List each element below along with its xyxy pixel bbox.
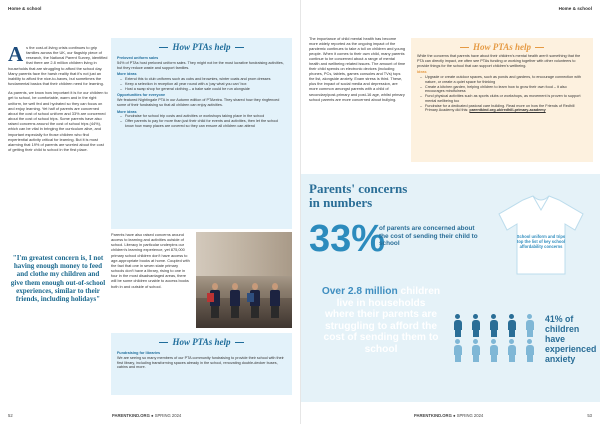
footer-publication-left: PARENTKIND.ORG ● SPRING 2024 — [112, 413, 182, 418]
tip-box-uniform — [111, 38, 292, 229]
tip-box-wellbeing — [411, 38, 593, 162]
tip-box-libraries — [111, 333, 292, 395]
person-icon — [507, 314, 516, 337]
footer-publication-right: PARENTKIND.ORG ● SPRING 2024 — [414, 413, 484, 418]
article-column-2: Parents have also raised concerns around access to learning and activities outside of school. Literacy in particular underpins our children's learning experience, yet 875,000 primary school children don't have access to age-appropriate books at home. Coupled with the fact that one in seven state primary schools don't have a library, rising to one in four in the most disadvantaged areas, there will be some children unable to access books both in and outside of school. — [111, 232, 190, 289]
tip-paragraph: We are seeing so many members of our PTA community fundraising to provide their school with their first library, including transforming spaces already in the school, renovating double-decker buses, cabins and more. — [117, 355, 284, 370]
tip-paragraph: 54% of PTAs host preloved uniform sales. They might not be the most lucrative fundraising activities, but they reduce waste and support families. — [117, 60, 284, 70]
stat-2-8-million: Over 2.8 million children live in households where their parents are struggling to afford the cost of sending them to school — [321, 286, 441, 355]
right-page — [300, 0, 600, 424]
person-icon — [453, 339, 462, 362]
list-item: – Extend this to club uniforms such as cubs and brownies, winter coats and prom dresses — [120, 77, 286, 82]
school-children-photo — [196, 232, 292, 328]
tip-subheading: Opportunities for everyone — [117, 93, 166, 98]
article-column-3: The importance of child mental health has become more widely reported as the ongoing impact of the pandemic continues to take a toll on children and young people. When it comes to their own child, many parents continue to be concerned about a range of mental health and wellbeing related issues. The amount of time their child spends on electronic devices (including phones, PCs, tablets, games consoles and TVs) tops the list, alongside anxiety. Exam stress is third. These, plus the impact of social media and depression, are more common amongst parents with a child of secondary/post-primary and post-16 age, whilst primary school parents are more concerned about bullying. — [309, 36, 406, 102]
person-icon — [471, 314, 480, 337]
tip-paragraph: We featured Nightingale PTA in our Autumn edition of PTAextra. They shared how they ringfenced some of their fundraising so that all children can enjoy activities. — [117, 98, 280, 107]
running-head-left: Home & school — [8, 6, 42, 11]
ideas-list — [417, 75, 587, 113]
ideas-list — [117, 77, 286, 91]
list-item: – Upgrade or create outdoor spaces, such as ponds and gardens, to encourage connection with nature, or create a quiet space for thinking — [420, 75, 587, 85]
person-icon — [525, 339, 534, 362]
stat-33-text: of parents are concerned about the cost of sending their child to school — [379, 225, 478, 248]
person-icon — [471, 339, 480, 362]
list-item: – Fundraise for school trip costs and activities or workshops taking place in the school — [120, 114, 286, 119]
infographic-title: Parents' concerns in numbers — [309, 181, 408, 210]
intro-text: s the cost-of-living crisis continues to grip families across the UK, our flagship piece of research, the National Parent Survey, identified that there are 2.8 million children living in households that are struggling to afford the school day. Many parents face the harsh reality that it's not just an inability to afford the nice-to-haves, but sometimes the fundamental basics that their children need for learning. — [8, 45, 108, 87]
person-icon — [489, 339, 498, 362]
shirt-text: School uniform and trips top the list of key school affordability concerns — [516, 234, 566, 249]
concerns-infographic — [301, 174, 600, 402]
person-icon — [489, 314, 498, 337]
tip-subheading: Preloved uniform sales — [117, 56, 159, 60]
tip-box-heading: How PTAs help — [111, 333, 292, 347]
running-head-right: Home & school — [558, 6, 592, 11]
tip-box-heading: How PTAs help — [111, 38, 292, 52]
redhill-link[interactable]: parentkind.org.uk/redhill-primary-academy — [469, 108, 546, 113]
list-item: – Fund physical activities such as sports clubs or workshops, as movement is proven to support mental wellbeing too — [420, 94, 587, 104]
list-item: – Fundraise for a dedicated pastoral care building. Read more on how the Friends of Redhill Primary Academy did this: parentkind.org.uk/redhill-primary-academy — [420, 104, 587, 114]
article-column-1 — [8, 42, 108, 156]
tip-box-heading: How PTAs help — [411, 38, 593, 52]
person-icon — [453, 314, 462, 337]
list-item: – Create a kitchen garden, helping children to learn how to grow their own food – it also encourages mindfulness — [420, 85, 587, 95]
drop-cap: A — [8, 42, 24, 66]
page-number-right: 53 — [587, 413, 592, 418]
stat-33-value: 33% — [309, 218, 386, 260]
list-item: – Keep a selection in reception all year round with a 'pay what you can' box — [120, 82, 286, 87]
intro-paragraph — [8, 42, 108, 87]
page-number-left: 52 — [8, 413, 13, 418]
tip-subheading: More ideas — [117, 72, 137, 77]
list-item: – Offer parents to pay for more than just their child for events and activities, then let the school know how many places are covered so they can ensure all children can attend — [120, 119, 286, 129]
ideas-list — [117, 114, 286, 128]
tip-subheading: Fundraising for libraries — [117, 351, 161, 355]
body-paragraph: As parents, we know how important it is for our children to get to school, be comfortable, warm and in the right uniform, be well fed and hydrated so they can focus on and enjoy learning. Yet half of parents are concerned about the cost of school uniform and 33% are concerned about the cost of school trips. Some parents have also raised concerns around the cost of school trips (44%), which can be vital in bringing the curriculum alive, and important especially for those children who find experiential activity critical for learning. But it is most alarming that 19% of parents are worried about the cost of getting their child to school in the first place. — [8, 90, 108, 152]
tip-subheading: Ideas — [417, 70, 427, 75]
pull-quote: "I'm greatest concern is, I not having enough money to feed and clothe my children and give them enough out-of-school experiences, similar to their friends, including holidays" — [10, 254, 106, 304]
person-icon — [507, 339, 516, 362]
tip-subheading: More ideas — [117, 109, 137, 114]
stat-41-text: 41% of children have experienced anxiety — [545, 314, 597, 364]
people-icons — [451, 314, 543, 362]
tip-paragraph: While the concerns that parents have about their children's mental health aren't something that the PTA can directly impact, we often see PTAs funding or working together with other volunteers to provide things for the school that can support children's wellbeing. — [417, 54, 581, 68]
person-icon — [525, 314, 534, 337]
list-item: – Host a swap shop for general clothing – a bake sale could be run alongside — [120, 87, 286, 92]
